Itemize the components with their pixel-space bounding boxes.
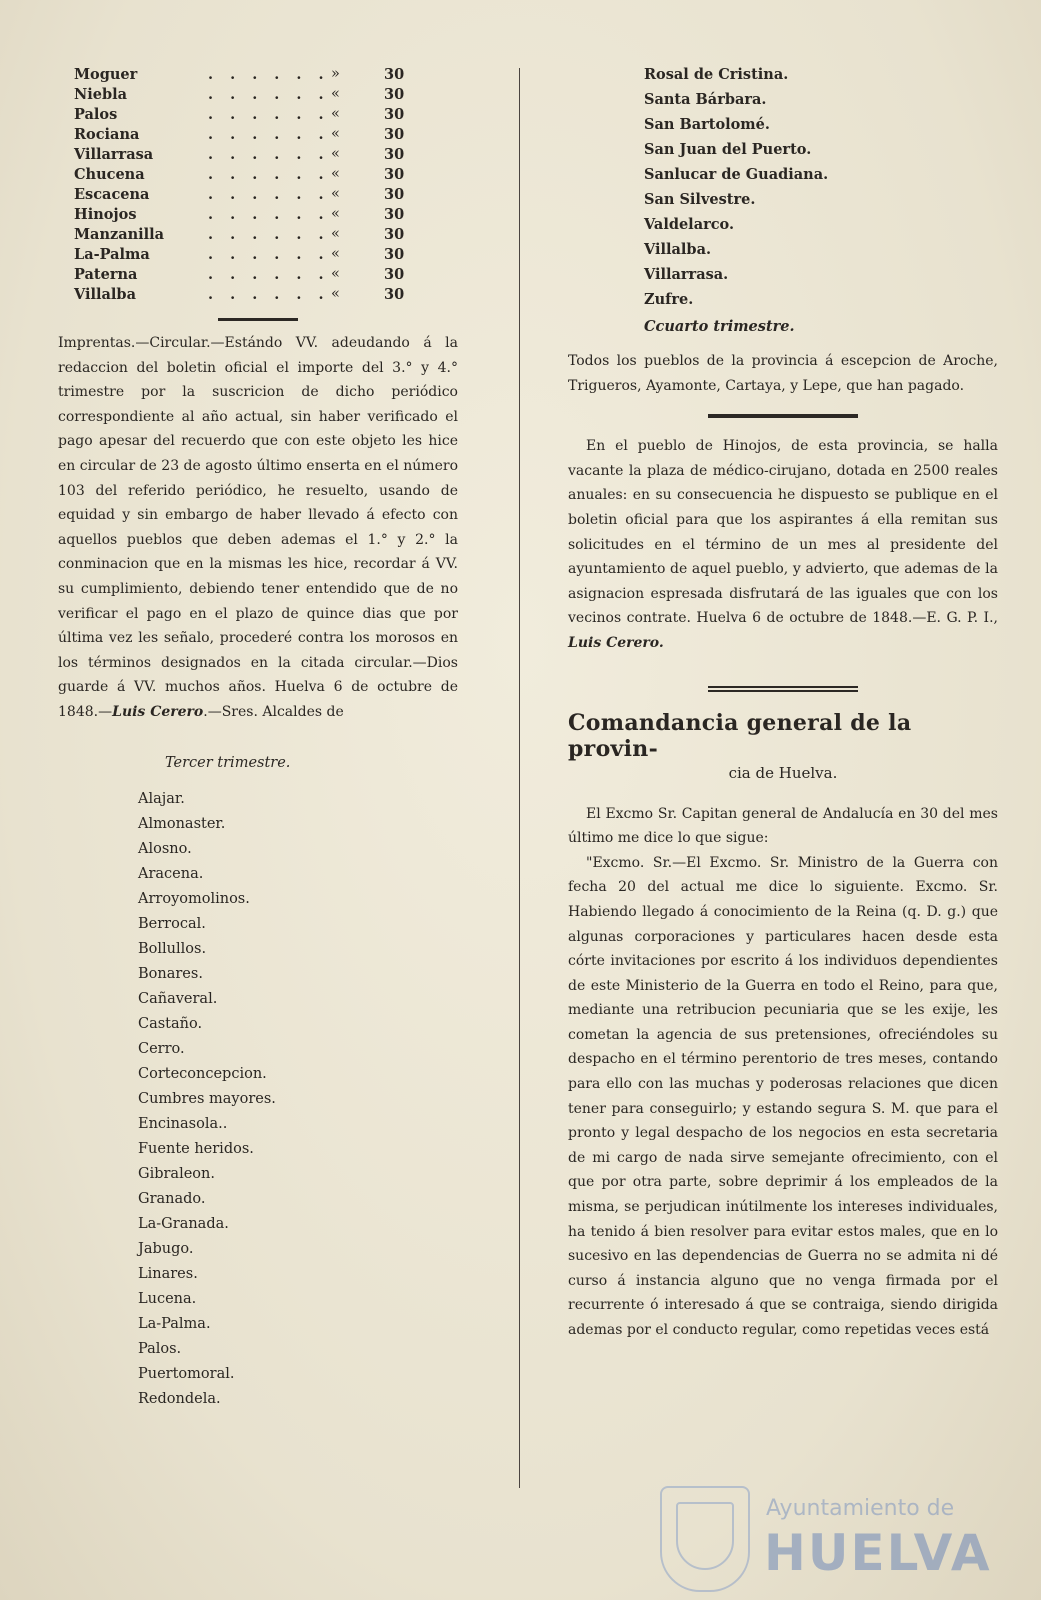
list-item: Rosal de Cristina. bbox=[644, 66, 789, 83]
right-town-list bbox=[568, 62, 998, 312]
leader-dots: . . . . . . bbox=[208, 266, 330, 283]
leader-dots: . . . . . . bbox=[208, 186, 330, 203]
watermark-city: HUELVA bbox=[764, 1524, 992, 1582]
list-item: Villalba. bbox=[644, 241, 712, 258]
price-row bbox=[58, 286, 458, 306]
ditto-mark: « bbox=[331, 286, 340, 302]
leader-dots: . . . . . . bbox=[208, 126, 330, 143]
list-item: Santa Bárbara. bbox=[644, 91, 767, 108]
town-name: Escacena bbox=[74, 186, 150, 203]
town-name: Paterna bbox=[74, 266, 138, 283]
third-quarter-list bbox=[58, 787, 458, 1412]
fourth-quarter-heading: Ccuarto trimestre. bbox=[644, 318, 795, 335]
town-name: La-Palma bbox=[74, 246, 150, 263]
list-item: San Juan del Puerto. bbox=[644, 141, 812, 158]
hinojos-body: En el pueblo de Hinojos, de esta provincia, se halla vacante la plaza de médico-cirujano, dotada en 2500 reales anuales: en su consecuencia he dispuesto se publique en el boletin oficial para que los aspirantes á ella remitan sus solicitudes en el término de un mes al presidente del ayuntamiento de aquel pueblo, y advierto, que ademas de la asignacion espresada disfrutará de las iguales que con los vecinos contrate. Huelva 6 de octubre de 1848.—E. G. P. I., bbox=[568, 438, 998, 627]
list-item: Fuente heridos. bbox=[138, 1140, 254, 1157]
right-column bbox=[568, 62, 998, 1343]
leader-dots: . . . . . . bbox=[208, 146, 330, 163]
ditto-mark: « bbox=[331, 166, 340, 182]
hinojos-notice bbox=[568, 434, 998, 655]
price-row bbox=[58, 146, 458, 166]
town-name: Villarrasa bbox=[74, 146, 154, 163]
amount: 30 bbox=[384, 146, 405, 163]
left-column bbox=[58, 66, 458, 1412]
price-row bbox=[58, 66, 458, 86]
leader-dots: . . . . . . bbox=[208, 246, 330, 263]
hinojos-signature: Luis Cerero. bbox=[568, 634, 664, 651]
list-item: Berrocal. bbox=[138, 915, 206, 932]
amount: 30 bbox=[384, 206, 405, 223]
circular-closing: .—Sres. Alcaldes de bbox=[203, 703, 344, 720]
leader-dots: . . . . . . bbox=[208, 106, 330, 123]
amount: 30 bbox=[384, 266, 405, 283]
list-item: Linares. bbox=[138, 1265, 198, 1282]
list-item: Valdelarco. bbox=[644, 216, 735, 233]
price-row bbox=[58, 126, 458, 146]
list-item: Puertomoral. bbox=[138, 1365, 235, 1382]
list-item: Lucena. bbox=[138, 1290, 197, 1307]
amount: 30 bbox=[384, 66, 405, 83]
list-item: Cañaveral. bbox=[138, 990, 218, 1007]
circular-body: Imprentas.—Circular.—Estándo VV. adeudando á la redaccion del boletin oficial el importe del 3.° y 4.° trimestre por la suscricion de dicho periódico correspondiente al año actual, sin haber verificado el pago apesar del recuerdo que con este objeto les hice en circular de 23 de agosto último enserta en el número 103 del referido periódico, he resuelto, usando de equidad y sin embargo de haber llevado á efecto con aquellos pueblos que deben ademas el 1.° y 2.° la conminacion que en la mismas les hice, recordar á VV. su cumplimiento, debiendo tener entendido que de no verificar el pago en el plazo de quince dias que por última vez les señalo, procederé contra los morosos en los términos designados en la citada circular.—Dios guarde á VV. muchos años. Huelva 6 de octubre de 1848.— bbox=[58, 335, 458, 720]
town-name: Manzanilla bbox=[74, 226, 165, 243]
list-item: Alajar. bbox=[138, 790, 185, 807]
price-row bbox=[58, 106, 458, 126]
third-quarter-heading: Tercer trimestre. bbox=[165, 754, 291, 771]
ditto-mark: « bbox=[331, 246, 340, 262]
ditto-mark: « bbox=[331, 86, 340, 102]
comandancia-p2: "Excmo. Sr.—El Excmo. Sr. Ministro de la Guerra con fecha 20 del actual me dice lo siguiente. Excmo. Sr. Habiendo llegado á conocimiento de la Reina (q. D. g.) que algunas corporaciones y particulares hacen desde esta córte invitaciones por escrito á los individuos dependientes de este Ministerio de la Guerra en todo el Reino, para que, mediante una retribucion pecuniaria que se les exije, les cometan la agencia de sus pretensiones, ofreciéndoles su despacho en el término perentorio de tres meses, contando para ello con las muchas y poderosas relaciones que dicen tener para conseguirlo; y estando segura S. M. que para el pronto y legal despacho de los negocios en esta secretaria de mi cargo de nada sirve semejante ofrecimiento, con el que por otra parte, sobre deprimir á los empleados de la misma, se perjudican inútilmente los intereses individuales, ha tenido á bien resolver para evitar estos males, que en lo sucesivo en las dependencias de Guerra no se admita ni dé curso á instancia alguno que no venga firmada por el recurrente ó interesado á que se contraiga, siendo dirigida ademas por el conducto regular, como repetidas veces está bbox=[568, 854, 998, 1338]
list-item: Almonaster. bbox=[138, 815, 226, 832]
circular-text bbox=[58, 331, 458, 725]
leader-dots: . . . . . . bbox=[208, 226, 330, 243]
list-item: La-Palma. bbox=[138, 1315, 211, 1332]
leader-dots: . . . . . . bbox=[208, 166, 330, 183]
watermark-org: Ayuntamiento de bbox=[766, 1496, 955, 1521]
list-item: Redondela. bbox=[138, 1390, 221, 1407]
price-row bbox=[58, 166, 458, 186]
price-list bbox=[58, 66, 458, 306]
price-row bbox=[58, 246, 458, 266]
list-item: Palos. bbox=[138, 1340, 182, 1357]
ditto-mark: » bbox=[331, 66, 340, 82]
leader-dots: . . . . . . bbox=[208, 206, 330, 223]
list-item: Villarrasa. bbox=[644, 266, 729, 283]
list-item: Cerro. bbox=[138, 1040, 185, 1057]
price-row bbox=[58, 186, 458, 206]
ditto-mark: « bbox=[331, 226, 340, 242]
leader-dots: . . . . . . bbox=[208, 66, 330, 83]
list-item: Zufre. bbox=[644, 291, 694, 308]
comandancia-subtitle: cia de Huelva. bbox=[728, 763, 838, 782]
list-item: Gibraleon. bbox=[138, 1165, 215, 1182]
ditto-mark: « bbox=[331, 146, 340, 162]
town-name: Villalba bbox=[74, 286, 136, 303]
comandancia-p1: El Excmo Sr. Capitan general de Andalucía en 30 del mes último me dice lo que sigue: bbox=[568, 805, 998, 847]
leader-dots: . . . . . . bbox=[208, 86, 330, 103]
amount: 30 bbox=[384, 126, 405, 143]
town-name: Hinojos bbox=[74, 206, 137, 223]
price-row bbox=[58, 266, 458, 286]
list-item: San Silvestre. bbox=[644, 191, 756, 208]
list-item: Corteconcepcion. bbox=[138, 1065, 267, 1082]
circular-signature: Luis Cerero bbox=[112, 703, 204, 720]
price-row bbox=[58, 226, 458, 246]
watermark-stamp bbox=[648, 1484, 1008, 1592]
town-name: Palos bbox=[74, 106, 118, 123]
comandancia-title: Comandancia general de la provin- bbox=[568, 709, 912, 762]
amount: 30 bbox=[384, 226, 405, 243]
fourth-quarter-text: Todos los pueblos de la provincia á escepcion de Aroche, Trigueros, Ayamonte, Cartaya, y Lepe, que han pagado. bbox=[568, 353, 998, 394]
list-item: Encinasola.. bbox=[138, 1115, 228, 1132]
list-item: San Bartolomé. bbox=[644, 116, 770, 133]
list-item: La-Granada. bbox=[138, 1215, 229, 1232]
section-rule bbox=[708, 414, 858, 418]
list-item: Bollullos. bbox=[138, 940, 207, 957]
amount: 30 bbox=[384, 86, 405, 103]
double-rule bbox=[708, 686, 858, 692]
shield-icon bbox=[660, 1486, 750, 1592]
town-name: Chucena bbox=[74, 166, 145, 183]
ditto-mark: « bbox=[331, 106, 340, 122]
town-name: Niebla bbox=[74, 86, 128, 103]
amount: 30 bbox=[384, 106, 405, 123]
price-row bbox=[58, 206, 458, 226]
ditto-mark: « bbox=[331, 266, 340, 282]
list-item: Arroyomolinos. bbox=[138, 890, 250, 907]
price-row bbox=[58, 86, 458, 106]
list-item: Cumbres mayores. bbox=[138, 1090, 276, 1107]
section-rule bbox=[218, 318, 298, 321]
amount: 30 bbox=[384, 166, 405, 183]
ditto-mark: « bbox=[331, 126, 340, 142]
ditto-mark: « bbox=[331, 206, 340, 222]
list-item: Jabugo. bbox=[138, 1240, 194, 1257]
town-name: Moguer bbox=[74, 66, 138, 83]
list-item: Alosno. bbox=[138, 840, 192, 857]
town-name: Rociana bbox=[74, 126, 140, 143]
list-item: Granado. bbox=[138, 1190, 206, 1207]
leader-dots: . . . . . . bbox=[208, 286, 330, 303]
column-divider bbox=[519, 68, 520, 1488]
amount: 30 bbox=[384, 246, 405, 263]
list-item: Bonares. bbox=[138, 965, 203, 982]
list-item: Aracena. bbox=[138, 865, 204, 882]
amount: 30 bbox=[384, 286, 405, 303]
ditto-mark: « bbox=[331, 186, 340, 202]
list-item: Castaño. bbox=[138, 1015, 203, 1032]
list-item: Sanlucar de Guadiana. bbox=[644, 166, 829, 183]
amount: 30 bbox=[384, 186, 405, 203]
